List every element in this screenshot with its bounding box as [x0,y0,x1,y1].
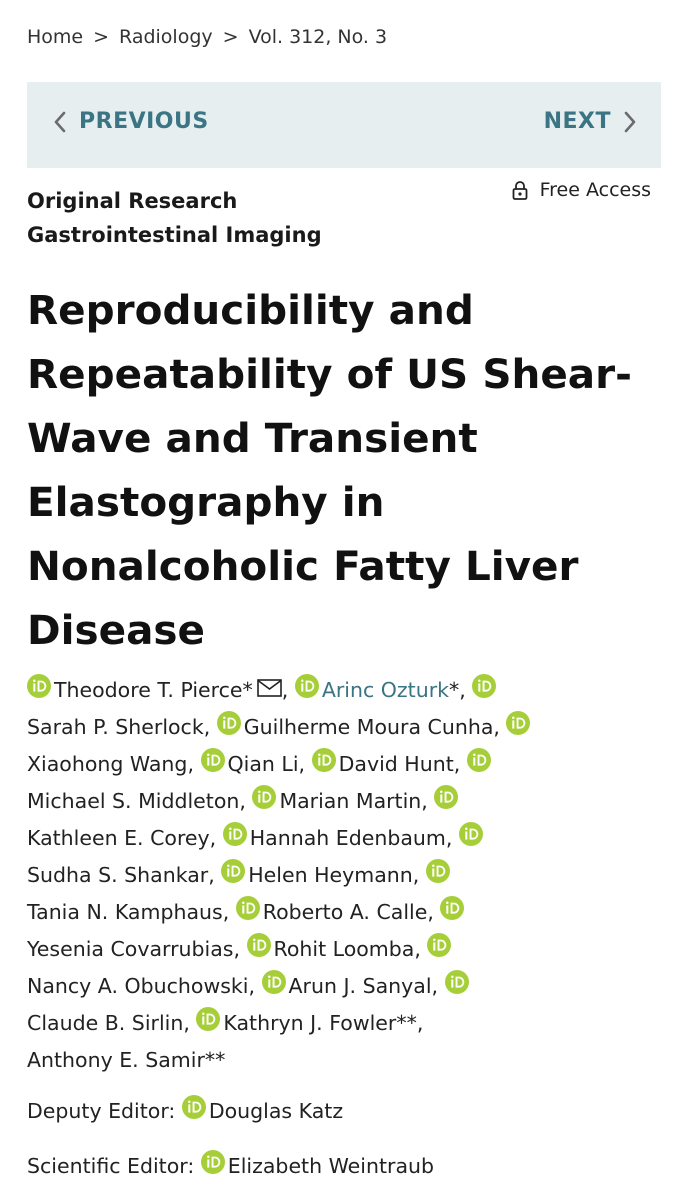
author-name[interactable]: Yesenia Covarrubias [27,937,234,961]
chevron-right-icon [623,111,637,133]
orcid-icon[interactable] [201,1150,225,1174]
scientific-editor-label: Scientific Editor: [27,1154,195,1178]
orcid-icon[interactable] [427,933,451,957]
breadcrumb-separator: > [93,26,110,48]
article-title: Reproducibility and Repeatability of US Shear-Wave and Transient Elastography in Nonalcoholic Fatty Liver Disease [27,286,632,654]
author-separator: , [281,678,289,702]
author-name[interactable]: Michael S. Middleton [27,789,240,813]
author-name[interactable]: Helen Heymann [248,863,413,887]
author-name[interactable]: Rohit Loomba [273,937,415,961]
free-access-label: Free Access [539,179,651,201]
author-name[interactable]: Guilherme Moura Cunha [243,715,494,739]
author-separator: , [183,1011,190,1035]
author-separator: , [222,900,230,924]
orcid-icon[interactable] [445,970,469,994]
orcid-icon[interactable] [459,822,483,846]
author-separator: , [493,715,500,739]
author-separator: , [209,826,217,850]
article-section: Gastrointestinal Imaging [27,223,322,247]
mail-icon[interactable] [257,679,282,697]
article-type: Original Research [27,189,238,213]
deputy-editor-label: Deputy Editor: [27,1099,176,1123]
author-footnote-mark: * [449,678,460,702]
author-name[interactable]: Claude B. Sirlin [27,1011,184,1035]
author-name[interactable]: David Hunt [338,752,454,776]
free-access-badge [512,179,651,201]
article-category [27,184,322,252]
author-name[interactable]: Hannah Edenbaum [249,826,446,850]
orcid-icon[interactable] [426,859,450,883]
author-separator: , [248,974,255,998]
author-name[interactable]: Marian Martin [279,789,422,813]
author-footnote-mark: ** [396,1011,417,1035]
author-name[interactable]: Kathleen E. Corey [27,826,210,850]
author-name[interactable]: Tania N. Kamphaus [27,900,223,924]
author-separator: , [203,715,211,739]
author-separator: , [453,752,461,776]
author-separator: , [416,1011,424,1035]
author-name[interactable]: Xiaohong Wang [27,752,188,776]
orcid-icon[interactable] [223,822,247,846]
breadcrumb-journal[interactable]: Radiology [119,26,213,48]
author-name[interactable]: Sarah P. Sherlock [27,715,204,739]
orcid-icon[interactable] [472,674,496,698]
author-list [27,672,667,1079]
author-footnote-mark: * [242,678,253,702]
breadcrumb-separator: > [222,26,239,48]
author-name[interactable]: Qian Li [227,752,299,776]
article-pager [27,82,661,168]
previous-label: PREVIOUS [79,109,209,134]
author-separator: , [233,937,240,961]
orcid-icon[interactable] [312,748,336,772]
author-separator: , [459,678,466,702]
orcid-icon[interactable] [295,674,319,698]
orcid-icon[interactable] [196,1007,220,1031]
author-separator: , [445,826,453,850]
orcid-icon[interactable] [467,748,491,772]
deputy-editor [27,1095,343,1126]
orcid-icon[interactable] [262,970,286,994]
orcid-icon[interactable] [434,785,458,809]
author-separator: , [414,937,421,961]
author-separator: , [187,752,194,776]
next-button[interactable] [544,109,637,134]
orcid-icon[interactable] [506,711,530,735]
author-name[interactable]: Arinc Ozturk [321,678,450,702]
previous-button[interactable] [53,109,209,134]
orcid-icon[interactable] [236,896,260,920]
author-separator: , [431,974,439,998]
breadcrumb-home[interactable]: Home [27,26,84,48]
author-separator: , [208,863,215,887]
breadcrumb [27,26,387,48]
orcid-icon[interactable] [440,896,464,920]
orcid-icon[interactable] [252,785,276,809]
author-separator: , [298,752,306,776]
orcid-icon[interactable] [27,674,51,698]
orcid-icon[interactable] [182,1095,206,1119]
next-label: NEXT [543,109,611,134]
author-footnote-mark: ** [204,1048,226,1072]
author-name[interactable]: Theodore T. Pierce [54,678,243,702]
author-name[interactable]: Kathryn J. Fowler [223,1011,397,1035]
orcid-icon[interactable] [201,748,225,772]
breadcrumb-issue[interactable]: Vol. 312, No. 3 [248,26,388,48]
author-name[interactable]: Sudha S. Shankar [27,863,209,887]
author-separator: , [412,863,420,887]
author-name[interactable]: Roberto A. Calle [262,900,428,924]
orcid-icon[interactable] [217,711,241,735]
author-separator: , [239,789,246,813]
deputy-editor-name[interactable]: Douglas Katz [208,1099,344,1123]
scientific-editor-name[interactable]: Elizabeth Weintraub [227,1154,435,1178]
orcid-icon[interactable] [221,859,245,883]
author-separator: , [427,900,434,924]
author-separator: , [421,789,428,813]
author-name[interactable]: Anthony E. Samir [27,1048,205,1072]
author-name[interactable]: Nancy A. Obuchowski [27,974,249,998]
orcid-icon[interactable] [247,933,271,957]
lock-icon [512,180,528,200]
scientific-editor [27,1150,434,1181]
chevron-left-icon [53,111,67,133]
author-name[interactable]: Arun J. Sanyal [288,974,432,998]
